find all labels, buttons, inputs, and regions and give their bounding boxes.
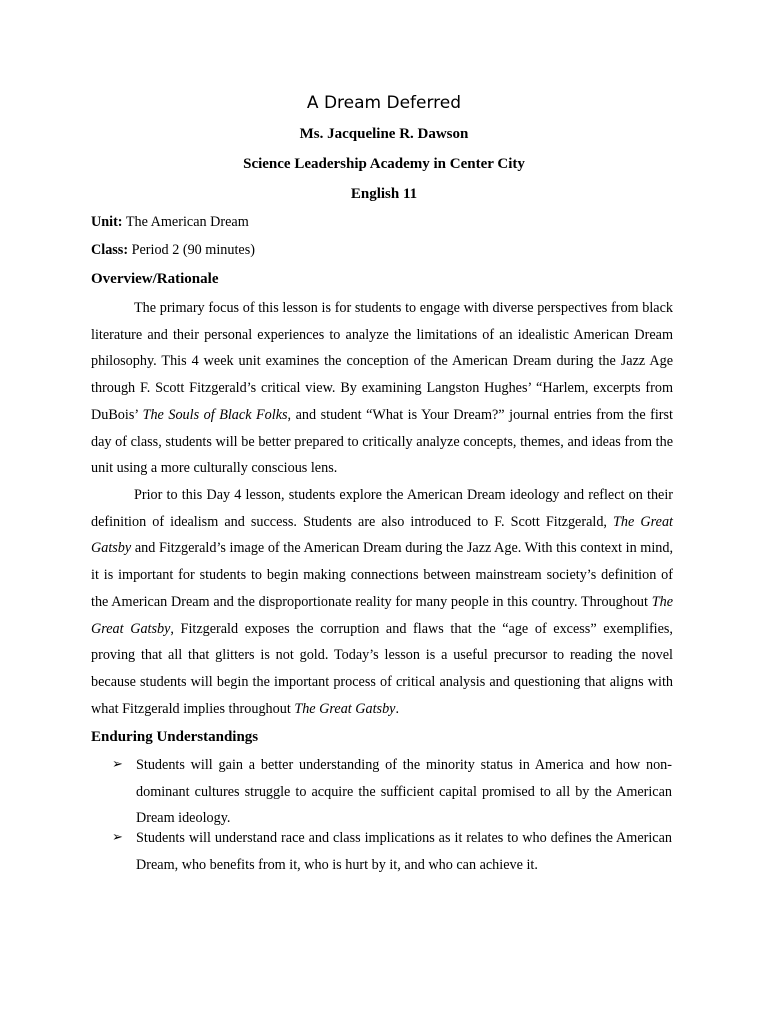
document-title: A Dream Deferred — [306, 93, 462, 113]
p1-text-c: , and student “What is Your Dream?” journal entries from the first day of class, students will be better prepared to critically analyze concepts, themes, and ideas from the unit using a more culturally conscious lens. — [91, 406, 673, 477]
p2-text-a: Prior to this Day 4 lesson, students explore the American Dream ideology and reflect on their definition of idealism and success. Students are also introduced to F. Scott Fitzgerald, — [91, 487, 673, 530]
overview-heading: Overview/Rationale — [91, 271, 219, 287]
class-line — [91, 240, 255, 260]
p2-title-gatsby-2: The Great Gatsby — [91, 593, 673, 637]
arrow-bullet-icon: ➢ — [112, 830, 123, 845]
class-value: Period 2 (90 minutes) — [131, 242, 255, 258]
unit-value: The American Dream — [125, 214, 249, 230]
overview-paragraph-2 — [91, 482, 673, 722]
p2-text-g: . — [395, 700, 400, 717]
unit-line — [91, 212, 249, 232]
p2-text-c: and Fitzgerald’s image of the American Dream during the Jazz Age. With this context in mind, it is important for students to begin making connections between mainstream society’s definition of the American Dream and the disproportionate reality for many people in this country. Throughout — [91, 540, 673, 610]
p2-title-gatsby-1: The Great Gatsby — [91, 513, 673, 557]
p1-title-souls: The Souls of Black Folks — [142, 406, 288, 423]
enduring-heading: Enduring Understandings — [91, 729, 259, 745]
enduring-item-1 — [112, 752, 672, 832]
enduring-item-1-text: Students will gain a better understanding of the minority status in America and how non-dominant cultures struggle to acquire the sufficient capital promised to all by the American Dream ideology. — [136, 757, 672, 827]
overview-paragraph-1 — [91, 295, 673, 482]
enduring-item-2-text: Students will understand race and class implications as it relates to who defines the American Dream, who benefits from it, who is hurt by it, and who can achieve it. — [136, 830, 672, 873]
unit-label: Unit: — [91, 214, 123, 230]
class-label: Class: — [91, 242, 129, 258]
p1-text-a: The primary focus of this lesson is for students to engage with diverse perspectives from black literature and their personal experiences to analyze the limitations of an idealistic American Dream philosophy. This 4 week unit examines the conception of the American Dream during the Jazz Age through F. Scott Fitzgerald’s critical view. By examining Langston Hughes’ “Harlem, excerpts from DuBois’ — [91, 300, 673, 423]
course-name: English 11 — [350, 186, 418, 202]
arrow-bullet-icon: ➢ — [112, 757, 123, 772]
author-name: Ms. Jacqueline R. Dawson — [299, 126, 469, 142]
p2-text-e: , Fitzgerald exposes the corruption and flaws that the “age of excess” exemplifies, proving that all that glitters is not gold. Today’s lesson is a useful precursor to reading the novel because students will begin the important process of critical analysis and questioning that aligns with what Fitzgerald implies throughout — [91, 620, 673, 717]
school-name: Science Leadership Academy in Center City — [243, 156, 525, 172]
p2-title-gatsby-3: The Great Gatsby — [294, 700, 396, 717]
enduring-item-2 — [112, 825, 672, 878]
